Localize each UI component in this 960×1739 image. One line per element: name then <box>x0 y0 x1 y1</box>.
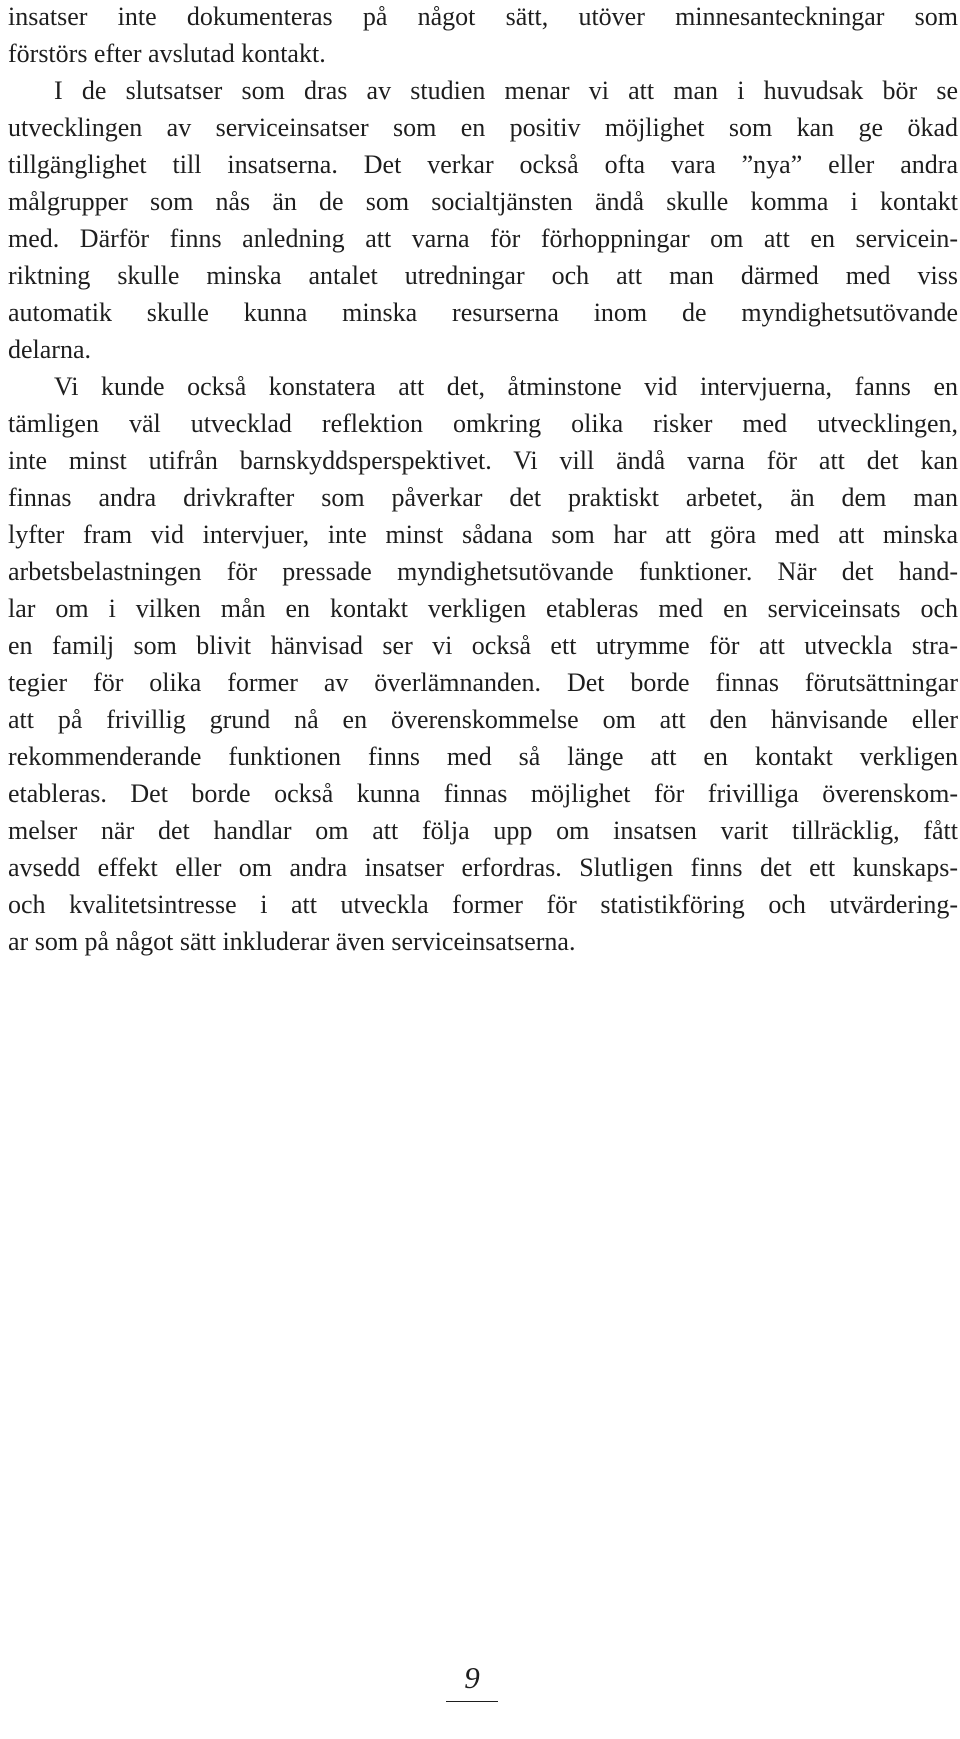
text-line: insatser inte dokumenteras på något sätt, utöver minnesanteckningar som <box>8 2 958 31</box>
text-line: arbetsbelastningen för pressade myndighetsutövande funktioner. När det hand- <box>8 557 958 586</box>
text-line: och kvalitetsintresse i att utveckla former för statistikföring och utvärdering- <box>8 890 958 919</box>
text-line: tegier för olika former av överlämnanden. Det borde finnas förutsättningar <box>8 668 958 697</box>
text-line: inte minst utifrån barnskyddsperspektivet. Vi vill ändå varna för att det kan <box>8 446 958 475</box>
text-line: att på frivillig grund nå en överenskommelse om att den hänvisande eller <box>8 705 958 734</box>
page-number-underline <box>446 1701 498 1702</box>
text-line: utvecklingen av serviceinsatser som en positiv möjlighet som kan ge ökad <box>8 113 958 142</box>
text-line: melser när det handlar om att följa upp om insatsen varit tillräcklig, fått <box>8 816 958 845</box>
text-line: med. Därför finns anledning att varna för förhoppningar om att en servicein- <box>8 224 958 253</box>
text-line: tillgänglighet till insatserna. Det verkar också ofta vara ”nya” eller andra <box>8 150 958 179</box>
text-line: målgrupper som nås än de som socialtjänsten ändå skulle komma i kontakt <box>8 187 958 216</box>
text-line: förstörs efter avslutad kontakt. <box>8 39 326 68</box>
text-line: delarna. <box>8 335 92 364</box>
page-number: 9 <box>464 1660 480 1695</box>
text-line: finnas andra drivkrafter som påverkar det praktiskt arbetet, än dem man <box>8 483 958 512</box>
paragraph-start-line: I de slutsatser som dras av studien menar vi att man i huvudsak bör se <box>54 76 958 105</box>
text-line: ar som på något sätt inkluderar även serviceinsatserna. <box>8 927 576 956</box>
text-line: etableras. Det borde också kunna finnas möjlighet för frivilliga överenskom- <box>8 779 958 808</box>
text-line: riktning skulle minska antalet utredningar och att man därmed med viss <box>8 261 958 290</box>
text-line: tämligen väl utvecklad reflektion omkring olika risker med utvecklingen, <box>8 409 958 438</box>
paragraph-start-line: Vi kunde också konstatera att det, åtminstone vid intervjuerna, fanns en <box>54 372 958 401</box>
text-line: en familj som blivit hänvisad ser vi också ett utrymme för att utveckla stra- <box>8 631 958 660</box>
text-line: lyfter fram vid intervjuer, inte minst sådana som har att göra med att minska <box>8 520 958 549</box>
text-line: automatik skulle kunna minska resurserna inom de myndighetsutövande <box>8 298 958 327</box>
text-line: lar om i vilken mån en kontakt verkligen etableras med en serviceinsats och <box>8 594 958 623</box>
text-line: rekommenderande funktionen finns med så länge att en kontakt verkligen <box>8 742 958 771</box>
text-line: avsedd effekt eller om andra insatser erfordras. Slutligen finns det ett kunskaps- <box>8 853 958 882</box>
